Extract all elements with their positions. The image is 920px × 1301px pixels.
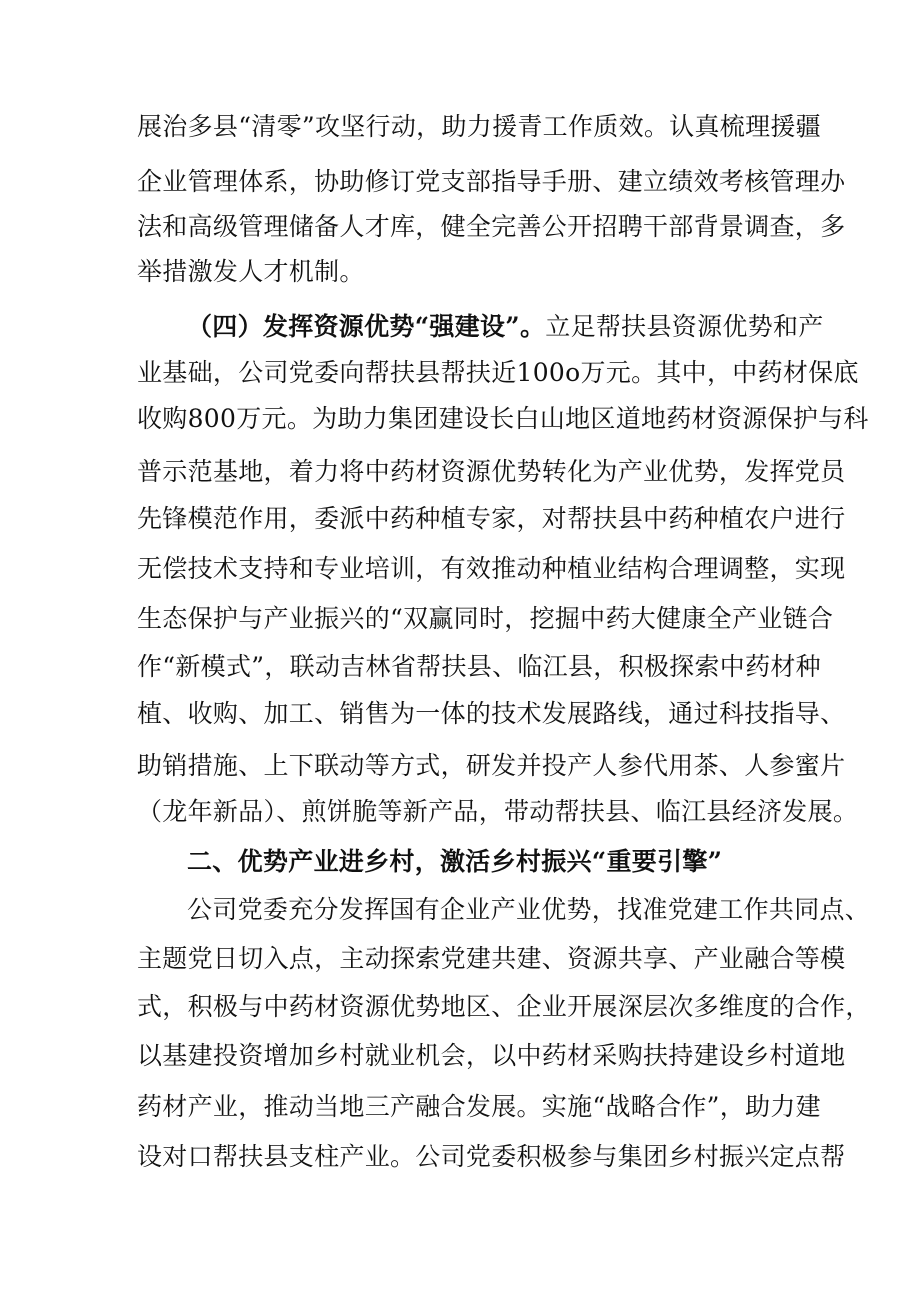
para-2-line-9: 植、收购、加工、销售为一体的技术发展路线，通过科技指导、 [137,699,846,728]
para-3-line-3: 式，积极与中药材资源优势地区、企业开展深层次多维度的合作， [137,992,871,1021]
para-2-line-8: 作“新模式”，联动吉林省帮扶县、临江县，积极探索中药材种 [137,652,821,681]
para-3-line-5: 药材产业，推动当地三产融合发展。实施“战略合作”，助力建 [137,1092,821,1121]
para-2-line-5: 先锋模范作用，委派中药种植专家，对帮扶县中药种植农户进行 [137,504,846,533]
para-3-line-6: 设对口帮扶县支柱产业。公司党委积极参与集团乡村振兴定点帮 [137,1142,846,1171]
para-2-line-4: 普示范基地，着力将中药材资源优势转化为产业优势，发挥党员 [137,457,846,486]
para-2-line-3: 收购800万元。为助力集团建设长白山地区道地药材资源保护与科 [137,404,869,433]
subsection-heading: （四）发挥资源优势“强建设”。 [187,312,546,341]
para-2-line-6: 无偿技术支持和专业培训，有效推动种植业结构合理调整，实现 [137,554,846,583]
para-3-line-1: 公司党委充分发挥国有企业产业优势，找准党建工作共同点、 [187,895,871,924]
para-2-line-1-text: 立足帮扶县资源优势和产 [545,312,824,341]
para-2-line-7: 生态保护与产业振兴的“双赢同时，挖掘中药大健康全产业链合 [137,604,834,633]
para-3-line-2: 主题党日切入点，主动探索党建共建、资源共享、产业融合等模 [137,944,846,973]
para-1-line-1: 展治多县“清零”攻坚行动，助力援青工作质效。认真梳理援疆 [137,112,821,141]
para-1-line-2: 企业管理体系，协助修订党支部指导手册、建立绩效考核管理办 [137,167,846,196]
para-2-line-10: 助销措施、上下联动等方式，研发并投产人参代用茶、人参蜜片 [137,751,846,780]
section-heading: 二、优势产业进乡村，激活乡村振兴“重要引擎” [187,847,723,876]
para-1-line-4: 举措激发人才机制。 [137,257,365,286]
para-3-line-4: 以基建投资增加乡村就业机会，以中药材采购扶持建设乡村道地 [137,1041,846,1070]
para-2-line-2: 业基础，公司党委向帮扶县帮扶近100o万元。其中，中药材保底 [137,358,859,387]
para-1-line-3: 法和高级管理储备人才库，健全完善公开招聘干部背景调查，多 [137,212,846,241]
para-2-line-1 [187,304,824,350]
para-2-line-11: （龙年新品）、煎饼脆等新产品，带动帮扶县、临江县经济发展。 [137,797,859,826]
